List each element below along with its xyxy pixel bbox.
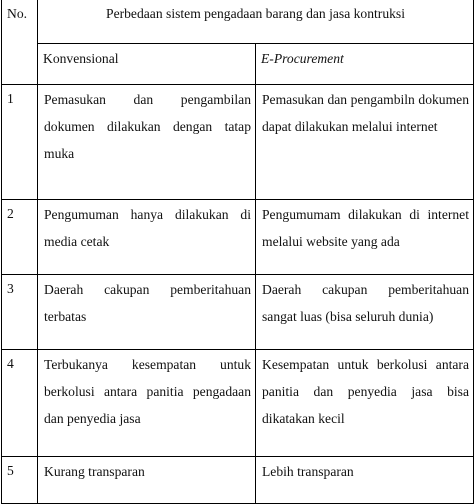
row-number: 5 [2,457,38,504]
cell-text: Pengumuman hanya dilakukan di media cetak [44,207,251,249]
row-number: 2 [2,200,38,275]
cell-e-procurement [256,350,474,457]
cell-e-procurement [256,457,474,504]
row-number: 4 [2,350,38,457]
cell-konvensional [38,457,256,504]
cell-text: Kesempatan untuk berkolusi antara panitia dan penyedia jasa bisa dikatakan kecil [262,357,469,426]
cell-e-procurement [256,275,474,350]
cell-e-procurement [256,200,474,275]
cell-konvensional [38,200,256,275]
cell-konvensional [38,275,256,350]
row-number: 3 [2,275,38,350]
table-title: Perbedaan sistem pengadaan barang dan jasa kontruksi [38,0,474,44]
cell-text: Terbukanya kesempatan untuk berkolusi antara panitia pengadaan dan penyedia jasa [44,357,251,426]
table-row [2,85,474,200]
table-title-row [2,0,474,44]
row-number: 1 [2,85,38,200]
cell-text: Pemasukan dan pengambiln dokumen dapat dilakukan melalui internet [262,92,469,134]
cell-text: Lebih transparan [262,464,354,479]
table-row [2,457,474,504]
cell-text: Pengumumam dilakukan di internet melalui website yang ada [262,207,469,249]
table-row [2,200,474,275]
cell-text: Pemasukan dan pengambilan dokumen dilakukan dengan tatap muka [44,92,251,161]
cell-text: Daerah cakupan pemberitahuan sangat luas (bisa seluruh dunia) [262,282,469,324]
header-no: No. [2,0,38,85]
cell-konvensional [38,85,256,200]
cell-text: Kurang transparan [44,464,145,479]
cell-text: Daerah cakupan pemberitahuan terbatas [44,282,251,324]
comparison-table [1,0,474,504]
header-e-procurement: E-Procurement [256,44,474,85]
cell-konvensional [38,350,256,457]
column-header-row [2,44,474,85]
header-konvensional: Konvensional [38,44,256,85]
table-row [2,275,474,350]
cell-e-procurement [256,85,474,200]
table-row [2,350,474,457]
